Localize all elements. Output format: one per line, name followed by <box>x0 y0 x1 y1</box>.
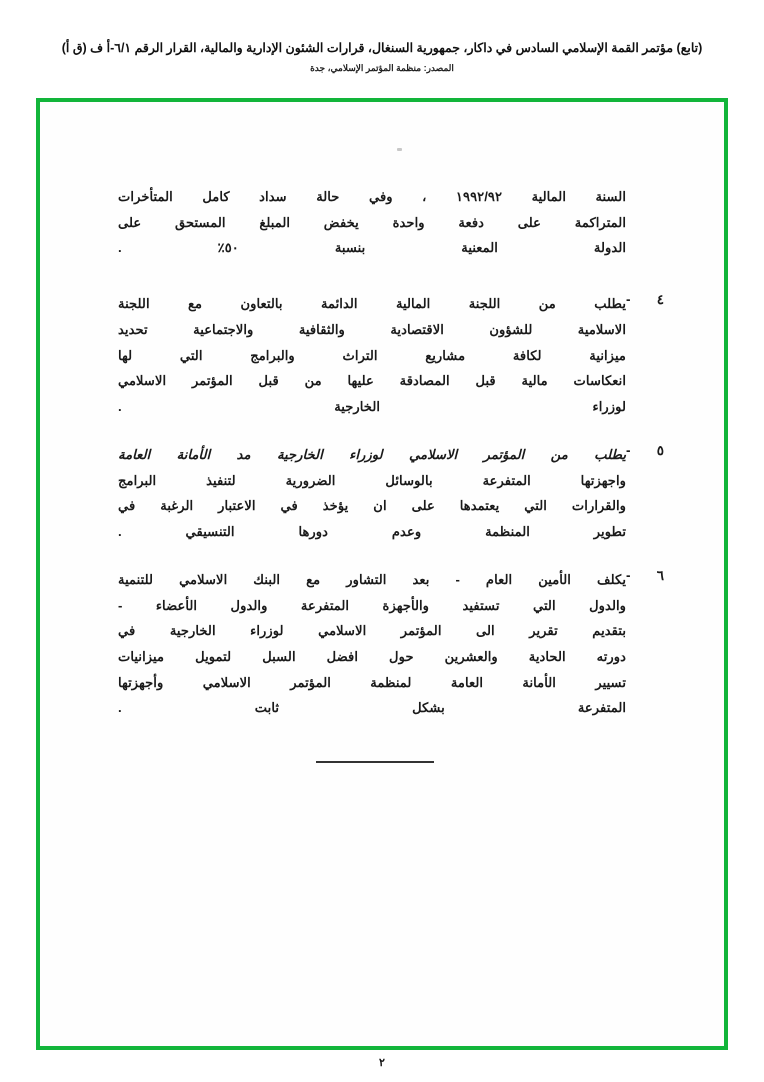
paragraph-line: واجهزتها المتفرعة بالوسائل الضرورية لتنفيذ البرامج <box>118 472 626 488</box>
paragraph-text <box>118 291 626 420</box>
paragraph-line: السنة المالية ١٩٩٢/٩٢ ، وفي حالة سداد كامل المتأخرات <box>118 189 626 204</box>
paragraph-line: يطلب من اللجنة المالية الدائمة بالتعاون مع اللجنة <box>118 296 626 312</box>
header-source: المصدر: منظمة المؤتمر الإسلامي، جدة <box>310 62 454 73</box>
paragraph-line: يكلف الأمين العام - بعد التشاور مع البنك الاسلامي للتنمية <box>118 571 626 587</box>
paragraph-line: دورته الحادية والعشرين حول افضل السبل لتمويل ميزانيات <box>118 649 626 665</box>
divider-line <box>316 761 434 763</box>
paragraph-text <box>118 567 626 721</box>
paragraph-line: المتراكمة على دفعة واحدة يخفض المبلغ المستحق على <box>118 214 626 230</box>
paragraph-continuation <box>118 184 664 261</box>
header-title: (تابع) مؤتمر القمة الإسلامي السادس في داكار، جمهورية السنغال، قرارات الشئون الإدارية والمالية، القرار الرقم ٦/١-أ ف (ق أ) <box>61 41 703 55</box>
paragraph-line: المتفرعة بشكل ثابت . <box>118 700 626 716</box>
paragraph-line: والدول التي تستفيد والأجهزة المتفرعة والدول الأعضاء - <box>118 597 626 613</box>
paragraph-line: انعكاسات مالية قبل المصادقة عليها من قبل المؤتمر الاسلامي <box>118 373 626 389</box>
paragraph-item-5 <box>118 442 664 545</box>
paragraph-line: بتقديم تقرير الى المؤتمر الاسلامي لوزراء الخارجية في <box>118 623 626 639</box>
paragraph-line: الاسلامية للشؤون الاقتصادية والثقافية والاجتماعية تحديد <box>118 321 626 337</box>
scan-artifact-speck <box>397 148 402 151</box>
section-divider-rule <box>40 750 724 768</box>
paragraph-text <box>118 442 626 545</box>
page-number: ٢ <box>379 1057 385 1069</box>
paragraph-line: تطوير المنظمة وعدم دورها التنسيقي . <box>118 524 626 540</box>
paragraph-line: يطلب من المؤتمر الاسلامي لوزراء الخارجية مد الأمانة العامة <box>118 446 626 462</box>
paragraph-text <box>118 184 626 261</box>
scanned-page-surface <box>40 102 724 1046</box>
paragraph-item-6 <box>118 567 664 721</box>
paragraph-marker: ٦ - <box>626 567 664 583</box>
scanned-document-frame <box>36 98 728 1050</box>
paragraph-marker <box>626 184 664 261</box>
paragraph-line: الدولة المعنية بنسبة ٥٠٪ . <box>118 240 626 256</box>
paragraph-marker: ٥ - <box>626 442 664 458</box>
paragraph-line: تسيير الأمانة العامة لمنظمة المؤتمر الاسلامي وأجهزتها <box>118 674 626 690</box>
paragraph-line: لوزراء الخارجية . <box>118 399 626 415</box>
page-header <box>0 40 764 74</box>
document-body <box>118 184 664 743</box>
paragraph-line: ميزانية لكافة مشاريع التراث والبرامج التي لها <box>118 347 626 363</box>
paragraph-line: والقرارات التي يعتمدها على ان يؤخذ في الاعتبار الرغبة في <box>118 498 626 514</box>
paragraph-item-4 <box>118 291 664 420</box>
paragraph-marker: ٤ - <box>626 292 664 308</box>
